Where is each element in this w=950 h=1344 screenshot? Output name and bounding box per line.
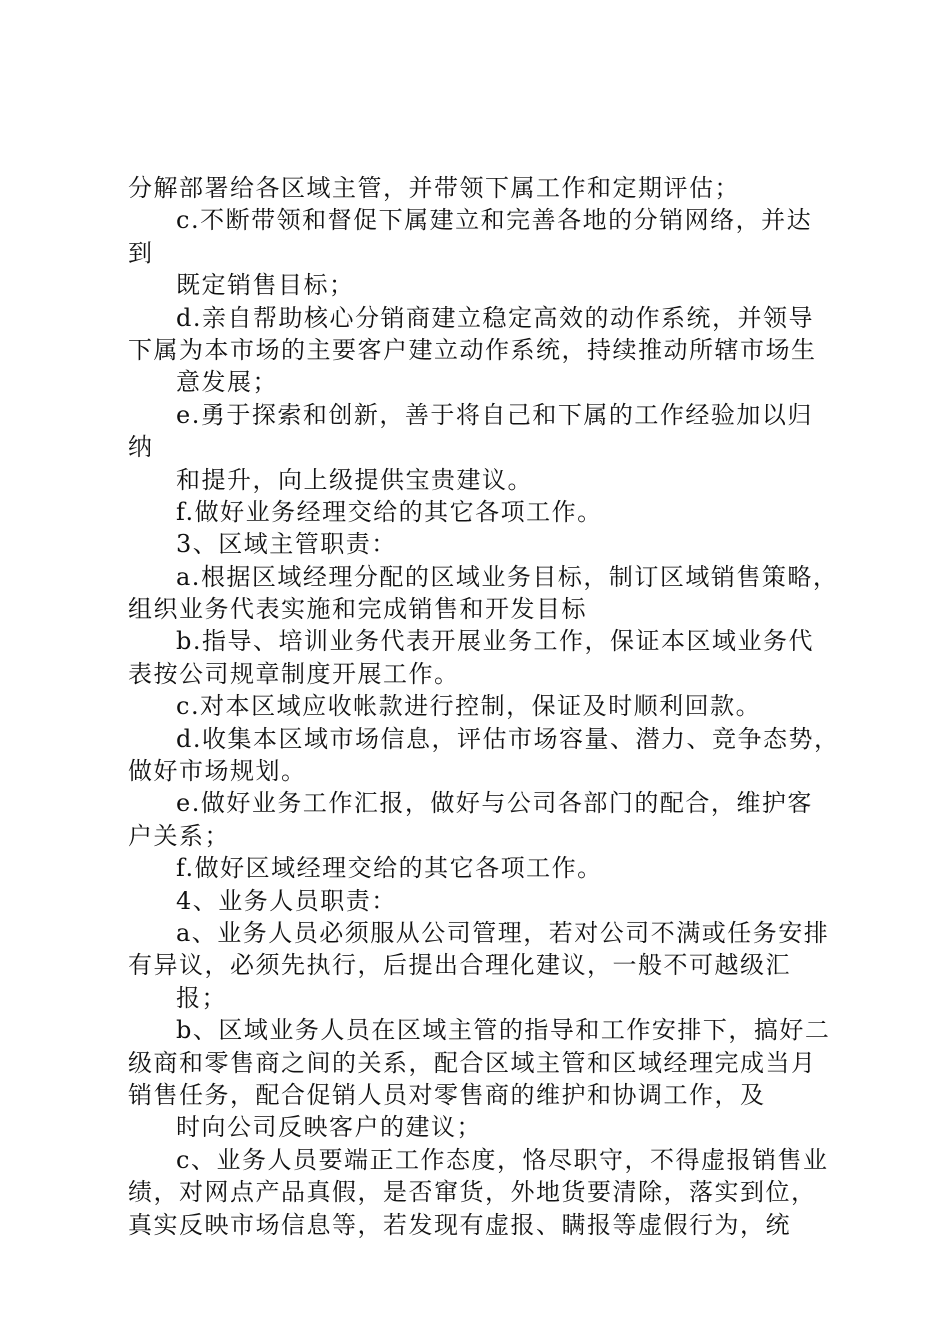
text-line: 到 [128,238,154,267]
text-line: 和提升，向上级提供宝贵建议。 [176,465,533,494]
text-line: 组织业务代表实施和完成销售和开发目标 [128,595,587,624]
text-line: 绩，对网点产品真假，是否窜货，外地货要清除，落实到位， [128,1178,817,1207]
text-line: d.收集本区域市场信息，评估市场容量、潜力、竞争态势， [176,724,840,753]
text-line: 分解部署给各区域主管，并带领下属工作和定期评估； [128,174,740,202]
text-line: 时向公司反映客户的建议； [176,1113,482,1142]
text-line: 户关系； [128,821,230,850]
text-line: 意发展； [176,368,278,397]
text-line: a、业务人员必须服从公司管理，若对公司不满或任务安排 [176,918,830,947]
text-line: b、区域业务人员在区域主管的指导和工作安排下，搞好二 [176,1016,831,1045]
text-line: 有异议，必须先执行，后提出合理化建议，一般不可越级汇 [128,951,791,980]
text-line: 级商和零售商之间的关系，配合区域主管和区域经理完成当月 [128,1048,817,1077]
text-line: 表按公司规章制度开展工作。 [128,659,460,688]
text-line: f.做好区域经理交给的其它各项工作。 [176,854,603,883]
text-line: 报； [176,983,227,1012]
text-line: 3、区域主管职责： [176,530,397,559]
document-body [128,172,840,1241]
text-line: 既定销售目标； [176,271,355,300]
text-line: c.不断带领和督促下属建立和完善各地的分销网络，并达 [176,206,813,235]
text-line: b.指导、培训业务代表开展业务工作，保证本区域业务代 [176,627,814,656]
text-line: e.勇于探索和创新，善于将自己和下属的工作经验加以归 [176,400,813,429]
text-line: 真实反映市场信息等，若发现有虚报、瞒报等虚假行为，统 [128,1210,791,1239]
text-line: 销售任务，配合促销人员对零售商的维护和协调工作，及 [128,1080,766,1109]
text-line: c.对本区域应收帐款进行控制，保证及时顺利回款。 [176,692,762,721]
text-line: e.做好业务工作汇报，做好与公司各部门的配合，维护客 [176,789,813,818]
text-line: a.根据区域经理分配的区域业务目标，制订区域销售策略， [176,562,839,591]
text-line: f.做好业务经理交给的其它各项工作。 [176,497,603,526]
text-line: 下属为本市场的主要客户建立动作系统，持续推动所辖市场生 [128,335,817,364]
text-line: c、业务人员要端正工作态度，恪尽职守，不得虚报销售业 [176,1145,829,1174]
text-line: d.亲自帮助核心分销商建立稳定高效的动作系统，并领导 [176,303,814,332]
text-line: 纳 [128,433,154,462]
text-line: 4、业务人员职责： [176,886,397,915]
text-line: 做好市场规划。 [128,757,307,786]
